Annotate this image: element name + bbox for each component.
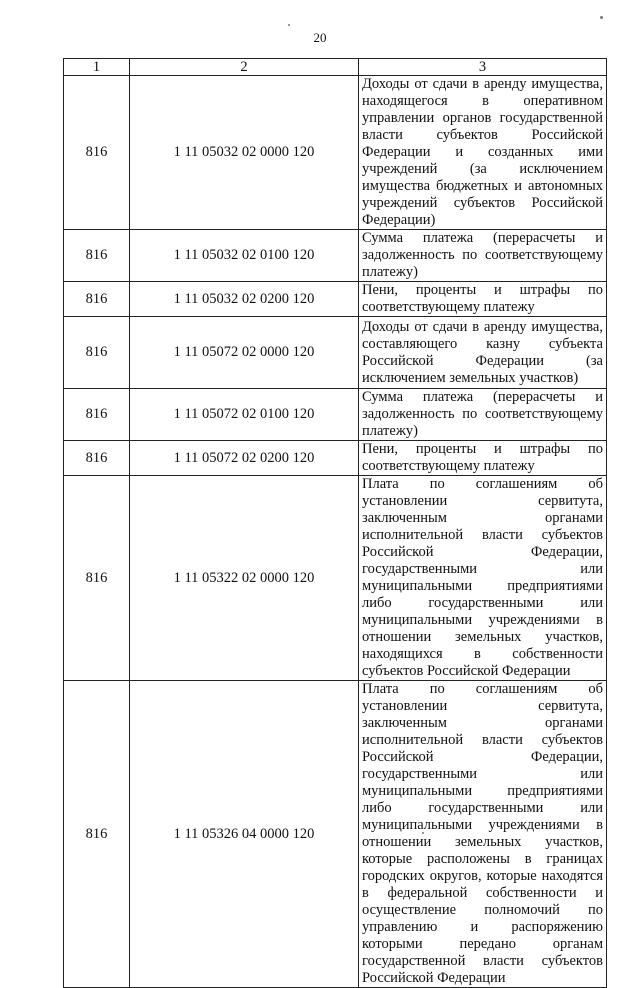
table-row <box>64 389 607 441</box>
header-col-1: 1 <box>64 59 130 76</box>
revenue-code-cell: 1 11 05072 02 0000 120 <box>130 317 359 389</box>
table-row <box>64 441 607 476</box>
revenue-code-cell: 1 11 05032 02 0000 120 <box>130 76 359 230</box>
header-col-3: 3 <box>359 59 607 76</box>
scan-speck <box>288 24 290 26</box>
revenue-code-cell: 1 11 05032 02 0100 120 <box>130 230 359 282</box>
admin-code-cell: 816 <box>64 76 130 230</box>
admin-code-cell: 816 <box>64 476 130 681</box>
table-row <box>64 681 607 988</box>
admin-code-cell: 816 <box>64 230 130 282</box>
admin-code-cell: 816 <box>64 441 130 476</box>
table-row <box>64 476 607 681</box>
admin-code-cell: 816 <box>64 389 130 441</box>
description-cell: Доходы от сдачи в аренду имущества, находящегося в оперативном управлении органов государственной власти субъектов Российской Федерации и созданных ими учреждений (за исключением имущества бюджетных и автономных учреждений субъектов Российской Федерации) <box>359 76 607 230</box>
description-cell: Пени, проценты и штрафы по соответствующему платежу <box>359 282 607 317</box>
description-cell: Пени, проценты и штрафы по соответствующему платежу <box>359 441 607 476</box>
revenue-code-cell: 1 11 05072 02 0100 120 <box>130 389 359 441</box>
description-cell: Сумма платежа (перерасчеты и задолженность по соответствующему платежу) <box>359 230 607 282</box>
description-cell: Плата по соглашениям об установлении сервитута, заключенным органами исполнительной власти субъектов Российской Федерации, государственными или муниципальными предприятиями либо государственными или муниципальными учреждениями в отношении земельных участков, которые расположены в границах городских округов, которые находятся в федеральной собственности и осуществление полномочий по управлению и распоряжению которыми передано органам государственной власти субъектов Российской Федерации <box>359 681 607 988</box>
revenue-code-cell: 1 11 05072 02 0200 120 <box>130 441 359 476</box>
admin-code-cell: 816 <box>64 317 130 389</box>
description-cell: Сумма платежа (перерасчеты и задолженность по соответствующему платежу) <box>359 389 607 441</box>
description-cell: Плата по соглашениям об установлении сервитута, заключенным органами исполнительной власти субъектов Российской Федерации, государственными или муниципальными предприятиями либо государственными или муниципальными учреждениями в отношении земельных участков, находящихся в собственности субъектов Российской Федерации <box>359 476 607 681</box>
table-header-row <box>64 59 607 76</box>
scan-speck <box>600 16 603 19</box>
table-row <box>64 230 607 282</box>
revenue-code-cell: 1 11 05032 02 0200 120 <box>130 282 359 317</box>
page-number: 20 <box>313 30 327 45</box>
table-row <box>64 282 607 317</box>
admin-code-cell: 816 <box>64 282 130 317</box>
table-row <box>64 317 607 389</box>
header-col-2: 2 <box>130 59 359 76</box>
revenue-code-cell: 1 11 05326 04 0000 120 <box>130 681 359 988</box>
description-cell: Доходы от сдачи в аренду имущества, составляющего казну субъекта Российской Федерации (за исключением земельных участков) <box>359 317 607 389</box>
budget-codes-table <box>63 58 607 988</box>
table-row <box>64 76 607 230</box>
admin-code-cell: 816 <box>64 681 130 988</box>
revenue-code-cell: 1 11 05322 02 0000 120 <box>130 476 359 681</box>
